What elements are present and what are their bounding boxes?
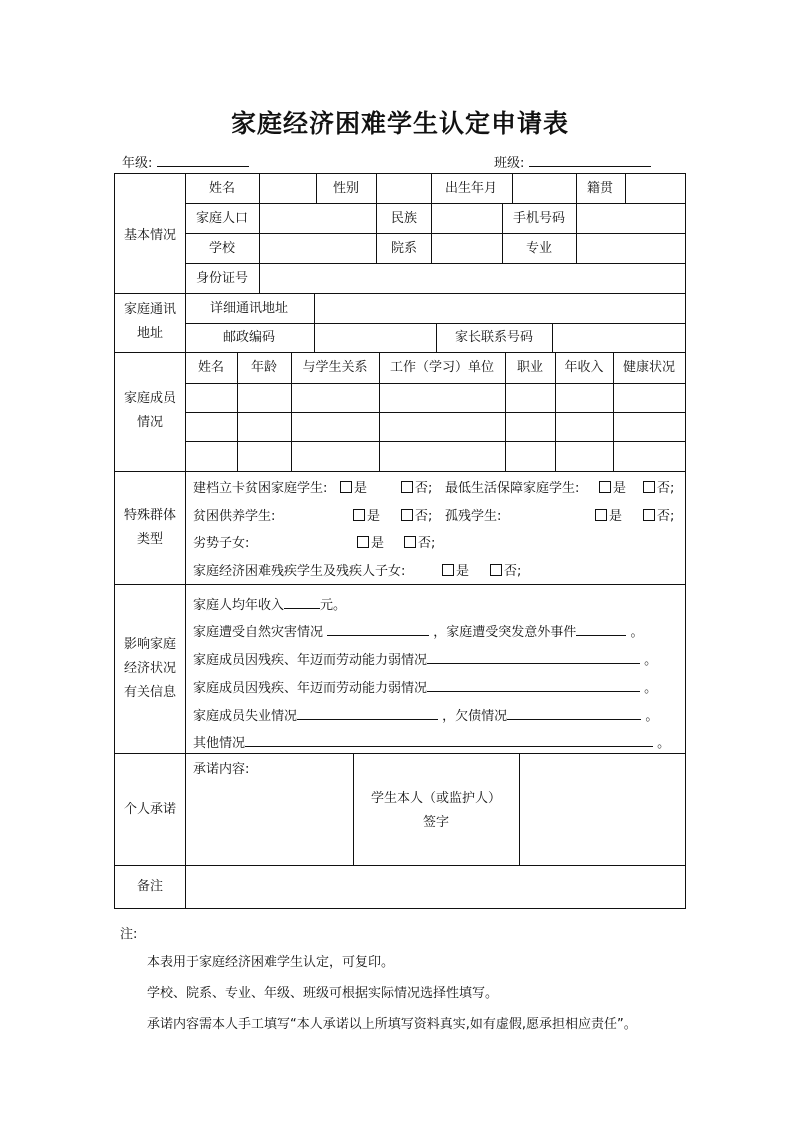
checkbox-icon	[490, 564, 502, 576]
label-martyr-children: 劣势子女:	[193, 536, 250, 551]
checkbox-icon	[401, 481, 413, 493]
checkbox-icon	[595, 509, 607, 521]
label-pledge-content: 承诺内容:	[193, 762, 250, 777]
label-postcode: 邮政编码	[222, 330, 276, 345]
member-header-workplace: 工作（学习）单位	[389, 360, 495, 375]
checkbox-icon	[357, 536, 369, 548]
section-address: 家庭通讯 地址	[123, 302, 177, 341]
checkbox-icon	[599, 481, 611, 493]
checkbox-icon	[340, 481, 352, 493]
member-header-income: 年收入	[564, 360, 604, 375]
label-ethnicity: 民族	[390, 211, 418, 226]
label-parent-phone: 家长联系号码	[454, 330, 534, 345]
class-field[interactable]	[494, 152, 651, 171]
section-basic-info: 基本情况	[123, 228, 177, 243]
row-other[interactable]: 其他情况 。	[193, 733, 670, 752]
checkbox-icon	[442, 564, 454, 576]
checkbox-icon	[404, 536, 416, 548]
option-disabled-no[interactable]: 否;	[490, 564, 521, 580]
label-birth-date: 出生年月	[444, 181, 498, 196]
form-title: 家庭经济困难学生认定申请表	[230, 109, 569, 138]
notes-label: 注:	[120, 927, 138, 942]
checkbox-icon	[643, 481, 655, 493]
grade-field[interactable]	[122, 152, 249, 171]
option-support-no[interactable]: 否;	[401, 509, 432, 525]
label-filing-card: 建档立卡贫困家庭学生:	[193, 481, 328, 496]
option-martyr-yes[interactable]: 是	[357, 536, 384, 552]
label-mobile-phone: 手机号码	[512, 211, 566, 226]
member-header-age: 年龄	[250, 360, 278, 375]
row-unemployment[interactable]: 家庭成员失业情况 ，欠债情况 。	[193, 706, 658, 725]
member-header-relation: 与学生关系	[302, 360, 368, 375]
label-gender: 性别	[332, 181, 360, 196]
label-poverty-support: 贫困供养学生:	[193, 509, 276, 524]
option-orphan-no[interactable]: 否;	[643, 509, 674, 525]
checkbox-icon	[401, 509, 413, 521]
row-disability-a[interactable]: 家庭成员因残疾、年迈而劳动能力弱情况 。	[193, 650, 657, 669]
option-min-security-no[interactable]: 否;	[643, 481, 674, 497]
section-remarks: 备注	[136, 879, 164, 894]
grade-blank[interactable]	[157, 152, 249, 167]
option-martyr-no[interactable]: 否;	[404, 536, 435, 552]
section-pledge: 个人承诺	[123, 802, 177, 817]
option-orphan-yes[interactable]: 是	[595, 509, 622, 525]
note-line-3: 承诺内容需本人手工填写“本人承诺以上所填写资料真实,如有虚假,愿承担相应责任”。	[147, 1017, 637, 1032]
section-special-group: 特殊群体 类型	[123, 508, 177, 547]
section-family-members: 家庭成员 情况	[123, 391, 177, 430]
row-disability-b[interactable]: 家庭成员因残疾、年迈而劳动能力弱情况 。	[193, 678, 657, 697]
note-line-2: 学校、院系、专业、年级、班级可根据实际情况选择性填写。	[147, 986, 499, 1001]
class-label: 班级:	[494, 156, 525, 171]
label-min-security: 最低生活保障家庭学生:	[445, 481, 580, 496]
label-name: 姓名	[208, 181, 236, 196]
option-filing-yes[interactable]: 是	[340, 481, 367, 497]
label-department: 院系	[390, 241, 418, 256]
option-filing-no[interactable]: 否;	[401, 481, 432, 497]
checkbox-icon	[643, 509, 655, 521]
note-line-1: 本表用于家庭经济困难学生认定，可复印。	[147, 955, 395, 970]
section-economic-info: 影响家庭 经济状况 有关信息	[123, 637, 177, 700]
label-detailed-address: 详细通讯地址	[209, 301, 289, 316]
label-household-size: 家庭人口	[195, 211, 249, 226]
class-blank[interactable]	[529, 152, 651, 167]
row-income[interactable]: 家庭人均年收入 元。	[193, 595, 346, 614]
member-header-occupation: 职业	[516, 360, 544, 375]
label-native-place: 籍贯	[586, 181, 614, 196]
label-major: 专业	[525, 241, 553, 256]
application-table	[114, 173, 686, 909]
label-school: 学校	[208, 241, 236, 256]
label-orphan: 孤残学生:	[445, 509, 502, 524]
option-disabled-yes[interactable]: 是	[442, 564, 469, 580]
checkbox-icon	[353, 509, 365, 521]
member-header-health: 健康状况	[622, 360, 676, 375]
label-id-number: 身份证号	[195, 271, 249, 286]
member-header-name: 姓名	[197, 360, 225, 375]
grade-label: 年级:	[122, 156, 153, 171]
row-disaster[interactable]: 家庭遭受自然灾害情况 ，家庭遭受突发意外事件 。	[193, 622, 643, 641]
option-min-security-yes[interactable]: 是	[599, 481, 626, 497]
option-support-yes[interactable]: 是	[353, 509, 380, 525]
label-disabled-students: 家庭经济困难残疾学生及残疾人子女:	[193, 564, 406, 579]
label-signature: 学生本人（或监护人） 签字	[370, 791, 502, 830]
